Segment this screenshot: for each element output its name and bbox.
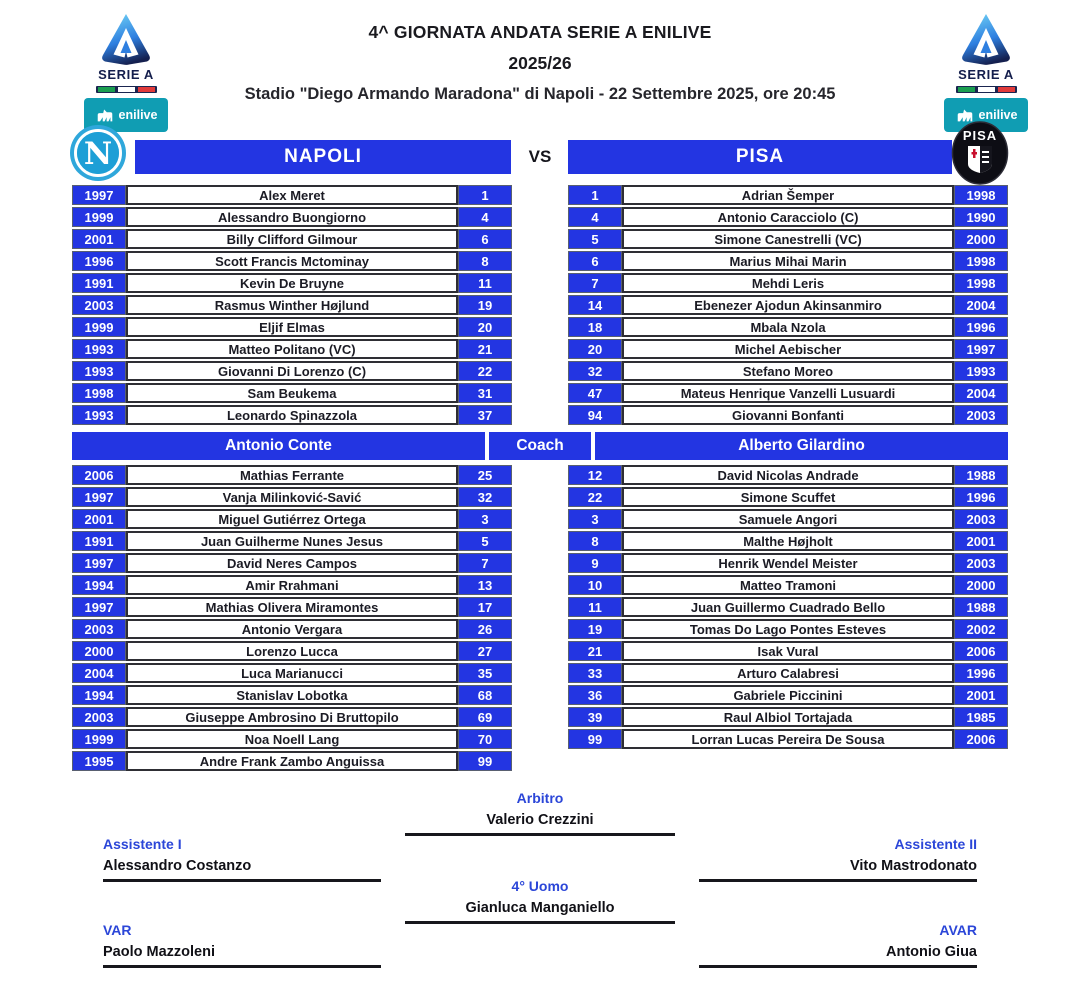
player-number: 1 <box>568 185 622 205</box>
napoli-bench-table <box>72 465 512 773</box>
official-var <box>103 922 381 968</box>
player-birthyear: 1993 <box>954 361 1008 381</box>
player-row <box>568 295 1008 315</box>
player-row <box>568 339 1008 359</box>
player-row <box>568 619 1008 639</box>
pisa-starters-table <box>568 185 1008 427</box>
player-birthyear: 1999 <box>72 317 126 337</box>
player-row <box>72 361 512 381</box>
player-birthyear: 1988 <box>954 597 1008 617</box>
player-row <box>72 273 512 293</box>
player-birthyear: 1996 <box>954 663 1008 683</box>
player-number: 8 <box>568 531 622 551</box>
player-row <box>72 751 512 771</box>
enilive-wordmark: enilive <box>118 108 158 122</box>
player-name: Tomas Do Lago Pontes Esteves <box>622 619 954 639</box>
player-name: Juan Guilherme Nunes Jesus <box>126 531 458 551</box>
serie-a-wordmark: SERIE A <box>98 67 154 82</box>
player-number: 17 <box>458 597 512 617</box>
player-row <box>568 487 1008 507</box>
official-assistente-2 <box>699 836 977 882</box>
player-row <box>72 251 512 271</box>
player-birthyear: 2004 <box>954 383 1008 403</box>
player-row <box>72 405 512 425</box>
player-row <box>568 185 1008 205</box>
player-row <box>568 405 1008 425</box>
player-name: Samuele Angori <box>622 509 954 529</box>
player-birthyear: 1997 <box>72 553 126 573</box>
player-number: 7 <box>568 273 622 293</box>
player-number: 14 <box>568 295 622 315</box>
player-birthyear: 1998 <box>954 185 1008 205</box>
player-name: Noa Noell Lang <box>126 729 458 749</box>
player-row <box>72 509 512 529</box>
player-row <box>568 251 1008 271</box>
player-number: 35 <box>458 663 512 683</box>
player-birthyear: 1996 <box>72 251 126 271</box>
player-name: Adrian Šemper <box>622 185 954 205</box>
player-name: Mathias Olivera Miramontes <box>126 597 458 617</box>
header-titles <box>190 22 890 104</box>
player-number: 37 <box>458 405 512 425</box>
player-number: 6 <box>568 251 622 271</box>
player-birthyear: 2002 <box>954 619 1008 639</box>
player-row <box>568 361 1008 381</box>
player-number: 25 <box>458 465 512 485</box>
player-name: David Nicolas Andrade <box>622 465 954 485</box>
serie-a-logo <box>80 13 172 132</box>
player-number: 20 <box>458 317 512 337</box>
player-row <box>72 531 512 551</box>
player-row <box>568 597 1008 617</box>
napoli-coach-name: Antonio Conte <box>72 432 485 460</box>
player-name: Antonio Caracciolo (C) <box>622 207 954 227</box>
player-name: Luca Marianucci <box>126 663 458 683</box>
player-number: 94 <box>568 405 622 425</box>
player-row <box>72 317 512 337</box>
vs-label: VS <box>528 147 552 166</box>
player-number: 3 <box>568 509 622 529</box>
player-birthyear: 1998 <box>954 273 1008 293</box>
player-row <box>568 509 1008 529</box>
player-birthyear: 1993 <box>72 361 126 381</box>
player-name: Kevin De Bruyne <box>126 273 458 293</box>
enilive-dog-icon <box>95 107 115 123</box>
player-row <box>568 663 1008 683</box>
player-birthyear: 2000 <box>72 641 126 661</box>
player-row <box>568 207 1008 227</box>
pisa-team-bar: PISA <box>568 140 952 174</box>
player-number: 4 <box>458 207 512 227</box>
player-name: Michel Aebischer <box>622 339 954 359</box>
player-row <box>72 339 512 359</box>
player-name: Henrik Wendel Meister <box>622 553 954 573</box>
player-number: 10 <box>568 575 622 595</box>
player-birthyear: 1994 <box>72 575 126 595</box>
player-name: Gabriele Piccinini <box>622 685 954 705</box>
player-number: 19 <box>458 295 512 315</box>
player-birthyear: 2003 <box>954 405 1008 425</box>
player-row <box>568 383 1008 403</box>
player-number: 20 <box>568 339 622 359</box>
player-row <box>72 575 512 595</box>
napoli-starters-table <box>72 185 512 427</box>
player-birthyear: 2003 <box>954 553 1008 573</box>
player-number: 22 <box>568 487 622 507</box>
player-birthyear: 1991 <box>72 531 126 551</box>
matchday-title: 4^ GIORNATA ANDATA SERIE A ENILIVE <box>368 22 712 42</box>
pisa-crest <box>951 121 1009 190</box>
pisa-bench-table <box>568 465 1008 751</box>
player-birthyear: 1997 <box>72 487 126 507</box>
italy-flag-icon <box>956 86 1017 93</box>
serie-a-triangle-icon <box>958 13 1014 65</box>
player-birthyear: 1999 <box>72 207 126 227</box>
official-label: Arbitro <box>516 790 564 806</box>
player-name: Alessandro Buongiorno <box>126 207 458 227</box>
player-number: 33 <box>568 663 622 683</box>
player-name: David Neres Campos <box>126 553 458 573</box>
player-birthyear: 2003 <box>72 619 126 639</box>
enilive-wordmark: enilive <box>978 108 1018 122</box>
player-row <box>72 641 512 661</box>
player-name: Lorenzo Lucca <box>126 641 458 661</box>
player-row <box>72 663 512 683</box>
player-number: 4 <box>568 207 622 227</box>
napoli-crest <box>69 124 127 187</box>
player-name: Rasmus Winther Højlund <box>126 295 458 315</box>
player-number: 18 <box>568 317 622 337</box>
player-number: 5 <box>458 531 512 551</box>
player-birthyear: 1996 <box>954 317 1008 337</box>
official-label: AVAR <box>939 922 977 938</box>
player-number: 39 <box>568 707 622 727</box>
player-birthyear: 2006 <box>954 641 1008 661</box>
player-birthyear: 1993 <box>72 405 126 425</box>
stadium-date-line: Stadio "Diego Armando Maradona" di Napoli - 22 Settembre 2025, ore 20:45 <box>244 85 836 103</box>
serie-a-triangle-icon <box>98 13 154 65</box>
player-number: 21 <box>568 641 622 661</box>
player-birthyear: 1996 <box>954 487 1008 507</box>
player-number: 32 <box>568 361 622 381</box>
player-name: Leonardo Spinazzola <box>126 405 458 425</box>
coach-row <box>72 432 1008 460</box>
player-number: 70 <box>458 729 512 749</box>
official-name: Valerio Crezzini <box>405 812 675 836</box>
player-name: Raul Albiol Tortajada <box>622 707 954 727</box>
player-row <box>72 207 512 227</box>
player-name: Andre Frank Zambo Anguissa <box>126 751 458 771</box>
italy-flag-icon <box>96 86 157 93</box>
player-row <box>72 295 512 315</box>
player-number: 8 <box>458 251 512 271</box>
player-number: 31 <box>458 383 512 403</box>
player-birthyear: 2003 <box>954 509 1008 529</box>
napoli-crest-letter: N <box>83 136 113 172</box>
player-row <box>72 465 512 485</box>
player-row <box>568 707 1008 727</box>
player-row <box>568 317 1008 337</box>
official-label: Assistente II <box>894 836 977 852</box>
player-number: 11 <box>568 597 622 617</box>
player-number: 3 <box>458 509 512 529</box>
player-name: Miguel Gutiérrez Ortega <box>126 509 458 529</box>
player-name: Vanja Milinković-Savić <box>126 487 458 507</box>
player-number: 21 <box>458 339 512 359</box>
player-number: 13 <box>458 575 512 595</box>
official-avar <box>699 922 977 968</box>
player-row <box>72 597 512 617</box>
player-number: 22 <box>458 361 512 381</box>
player-name: Scott Francis Mctominay <box>126 251 458 271</box>
player-name: Juan Guillermo Cuadrado Bello <box>622 597 954 617</box>
serie-a-wordmark: SERIE A <box>958 67 1014 82</box>
official-name: Antonio Giua <box>699 944 977 968</box>
player-name: Marius Mihai Marin <box>622 251 954 271</box>
player-birthyear: 2001 <box>72 509 126 529</box>
player-birthyear: 1997 <box>954 339 1008 359</box>
player-name: Eljif Elmas <box>126 317 458 337</box>
player-number: 12 <box>568 465 622 485</box>
official-name: Paolo Mazzoleni <box>103 944 381 968</box>
player-row <box>568 575 1008 595</box>
player-row <box>568 553 1008 573</box>
official-name: Alessandro Costanzo <box>103 858 381 882</box>
player-name: Alex Meret <box>126 185 458 205</box>
player-name: Simone Scuffet <box>622 487 954 507</box>
player-name: Giovanni Di Lorenzo (C) <box>126 361 458 381</box>
player-birthyear: 1985 <box>954 707 1008 727</box>
player-number: 47 <box>568 383 622 403</box>
player-birthyear: 1988 <box>954 465 1008 485</box>
player-birthyear: 2001 <box>954 531 1008 551</box>
player-birthyear: 1998 <box>954 251 1008 271</box>
official-label: VAR <box>103 922 132 938</box>
official-assistente-1 <box>103 836 381 882</box>
player-row <box>72 229 512 249</box>
player-birthyear: 2000 <box>954 575 1008 595</box>
player-name: Arturo Calabresi <box>622 663 954 683</box>
player-name: Sam Beukema <box>126 383 458 403</box>
official-name: Gianluca Manganiello <box>405 900 675 924</box>
season-title: 2025/26 <box>508 53 572 73</box>
player-number: 1 <box>458 185 512 205</box>
pisa-coach-name: Alberto Gilardino <box>595 432 1008 460</box>
player-birthyear: 1998 <box>72 383 126 403</box>
player-birthyear: 1994 <box>72 685 126 705</box>
player-number: 68 <box>458 685 512 705</box>
player-number: 9 <box>568 553 622 573</box>
player-number: 36 <box>568 685 622 705</box>
player-number: 99 <box>458 751 512 771</box>
player-birthyear: 1993 <box>72 339 126 359</box>
player-name: Giovanni Bonfanti <box>622 405 954 425</box>
player-name: Stefano Moreo <box>622 361 954 381</box>
official-quarto-uomo <box>405 878 675 924</box>
player-number: 69 <box>458 707 512 727</box>
player-birthyear: 2006 <box>72 465 126 485</box>
player-name: Matteo Politano (VC) <box>126 339 458 359</box>
player-birthyear: 2003 <box>72 707 126 727</box>
player-name: Matteo Tramoni <box>622 575 954 595</box>
player-row <box>568 465 1008 485</box>
player-number: 6 <box>458 229 512 249</box>
player-row <box>568 229 1008 249</box>
player-number: 11 <box>458 273 512 293</box>
player-birthyear: 1997 <box>72 597 126 617</box>
player-name: Isak Vural <box>622 641 954 661</box>
player-row <box>72 729 512 749</box>
player-name: Mathias Ferrante <box>126 465 458 485</box>
coach-label: Coach <box>489 432 591 460</box>
pisa-crest-label: PISA <box>962 128 998 143</box>
player-row <box>568 641 1008 661</box>
player-row <box>72 383 512 403</box>
player-name: Amir Rrahmani <box>126 575 458 595</box>
player-row <box>72 707 512 727</box>
player-name: Billy Clifford Gilmour <box>126 229 458 249</box>
player-number: 7 <box>458 553 512 573</box>
player-name: Malthe Højholt <box>622 531 954 551</box>
player-name: Mateus Henrique Vanzelli Lusuardi <box>622 383 954 403</box>
player-number: 19 <box>568 619 622 639</box>
player-name: Mbala Nzola <box>622 317 954 337</box>
player-number: 32 <box>458 487 512 507</box>
player-name: Simone Canestrelli (VC) <box>622 229 954 249</box>
player-number: 5 <box>568 229 622 249</box>
player-row <box>72 487 512 507</box>
player-name: Antonio Vergara <box>126 619 458 639</box>
player-row <box>568 685 1008 705</box>
player-row <box>568 273 1008 293</box>
player-name: Giuseppe Ambrosino Di Bruttopilo <box>126 707 458 727</box>
player-number: 99 <box>568 729 622 749</box>
official-name: Vito Mastrodonato <box>699 858 977 882</box>
player-birthyear: 1995 <box>72 751 126 771</box>
player-birthyear: 1999 <box>72 729 126 749</box>
player-birthyear: 2006 <box>954 729 1008 749</box>
official-arbitro <box>405 790 675 836</box>
player-birthyear: 2000 <box>954 229 1008 249</box>
player-row <box>72 185 512 205</box>
napoli-team-bar: NAPOLI <box>135 140 511 174</box>
player-row <box>568 531 1008 551</box>
official-label: 4° Uomo <box>511 878 569 894</box>
official-label: Assistente I <box>103 836 182 852</box>
player-birthyear: 2003 <box>72 295 126 315</box>
player-row <box>72 685 512 705</box>
player-birthyear: 1997 <box>72 185 126 205</box>
player-birthyear: 2001 <box>954 685 1008 705</box>
player-birthyear: 2004 <box>72 663 126 683</box>
player-name: Mehdi Leris <box>622 273 954 293</box>
player-name: Lorran Lucas Pereira De Sousa <box>622 729 954 749</box>
player-row <box>568 729 1008 749</box>
player-birthyear: 1990 <box>954 207 1008 227</box>
player-birthyear: 2001 <box>72 229 126 249</box>
player-number: 27 <box>458 641 512 661</box>
player-row <box>72 553 512 573</box>
player-birthyear: 2004 <box>954 295 1008 315</box>
player-birthyear: 1991 <box>72 273 126 293</box>
player-name: Ebenezer Ajodun Akinsanmiro <box>622 295 954 315</box>
player-number: 26 <box>458 619 512 639</box>
serie-a-logo <box>940 13 1032 132</box>
player-name: Stanislav Lobotka <box>126 685 458 705</box>
player-row <box>72 619 512 639</box>
